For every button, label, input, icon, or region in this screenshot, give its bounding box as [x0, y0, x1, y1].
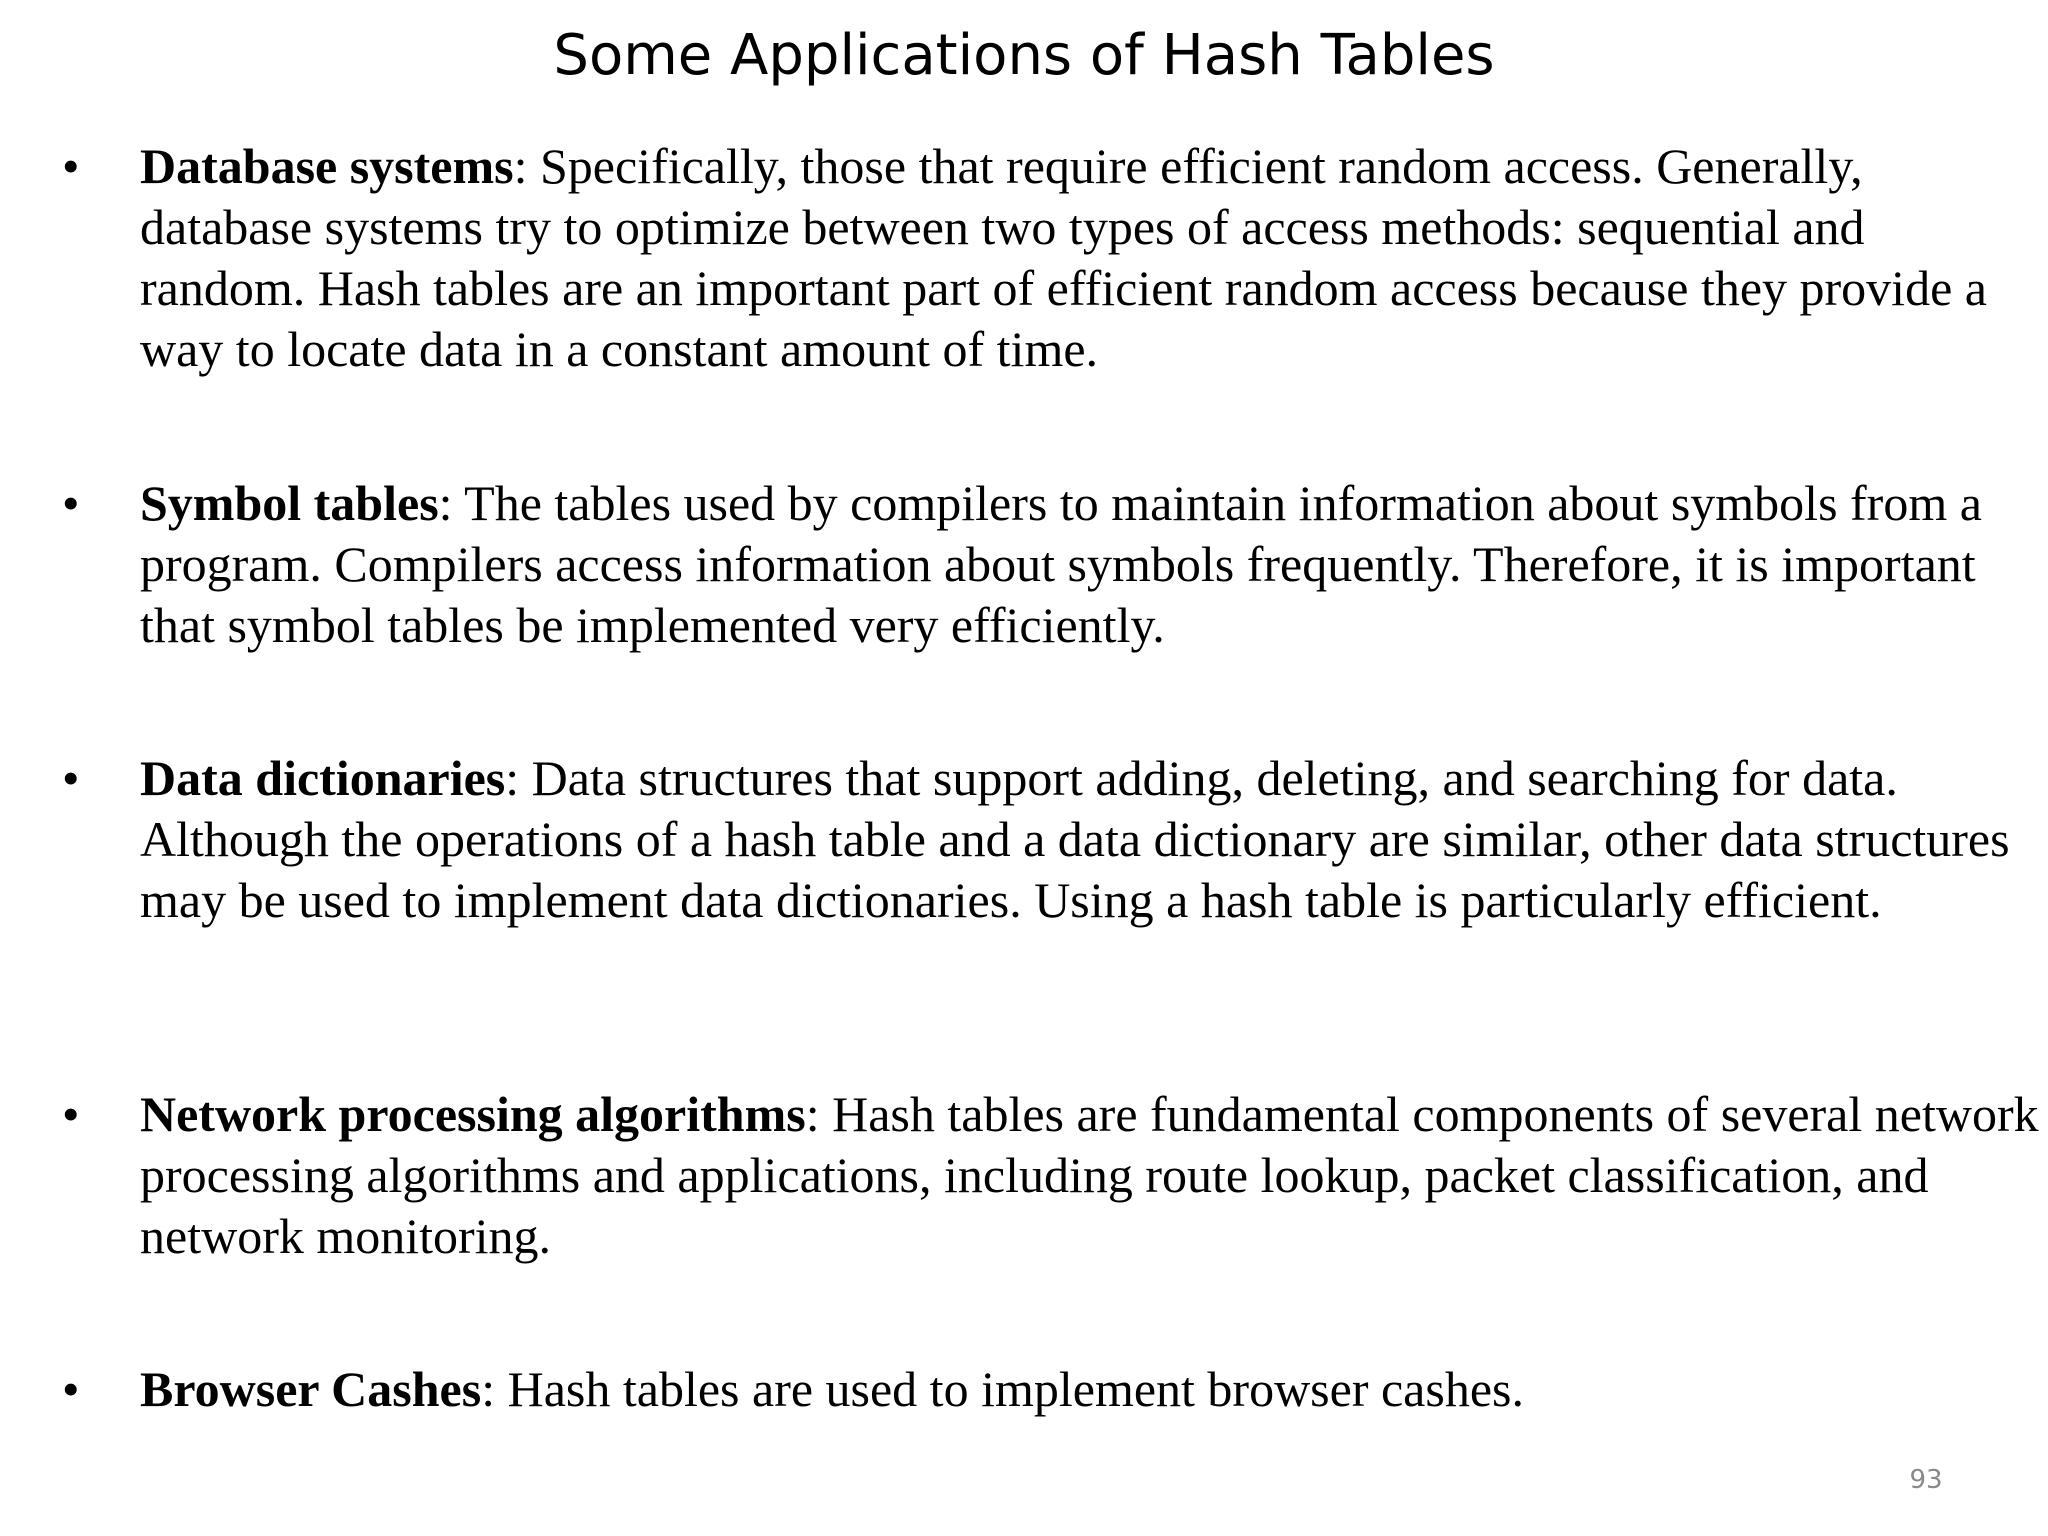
bullet-text: [140, 1084, 2040, 1267]
bullet-text: [140, 748, 2040, 931]
bullet-description: : The tables used by compilers to maintain information about symbols from a program. Compilers access information about symbols frequently. Therefore, it is important that symbol tables be implemented very efficiently.: [140, 475, 1982, 653]
bullet-term: Symbol tables: [140, 475, 439, 531]
bullet-dot: •: [62, 1361, 80, 1417]
bullet-dot: •: [62, 1086, 80, 1142]
bullet-dot: •: [62, 750, 80, 806]
bullet-description: : Hash tables are fundamental components of several network processing algorithms and applications, including route lookup, packet classification, and network monitoring.: [140, 1086, 2039, 1264]
bullet-text: [140, 473, 2040, 656]
bullet-description: : Specifically, those that require efficient random access. Generally, database systems try to optimize between two types of access methods: sequential and random. Hash tables are an important part of efficient random access because they provide a way to locate data in a constant amount of time.: [140, 138, 1987, 377]
slide-title: Some Applications of Hash Tables: [553, 23, 1495, 88]
bullet-term: Database systems: [140, 138, 514, 194]
bullet-description: : Hash tables are used to implement browser cashes.: [481, 1361, 1524, 1417]
bullet-description: : Data structures that support adding, deleting, and searching for data. Although the operations of a hash table and a data dictionary are similar, other data structures may be used to implement data dictionaries. Using a hash table is particularly efficient.: [140, 750, 2010, 928]
bullet-dot: •: [62, 138, 80, 194]
page-number: 93: [1909, 1465, 1943, 1495]
bullet-term: Browser Cashes: [140, 1361, 482, 1417]
bullet-dot: •: [62, 475, 80, 531]
bullet-term: Network processing algorithms: [140, 1086, 806, 1142]
bullet-text: [140, 1359, 2040, 1420]
bullet-text: [140, 136, 2040, 380]
bullet-term: Data dictionaries: [140, 750, 506, 806]
